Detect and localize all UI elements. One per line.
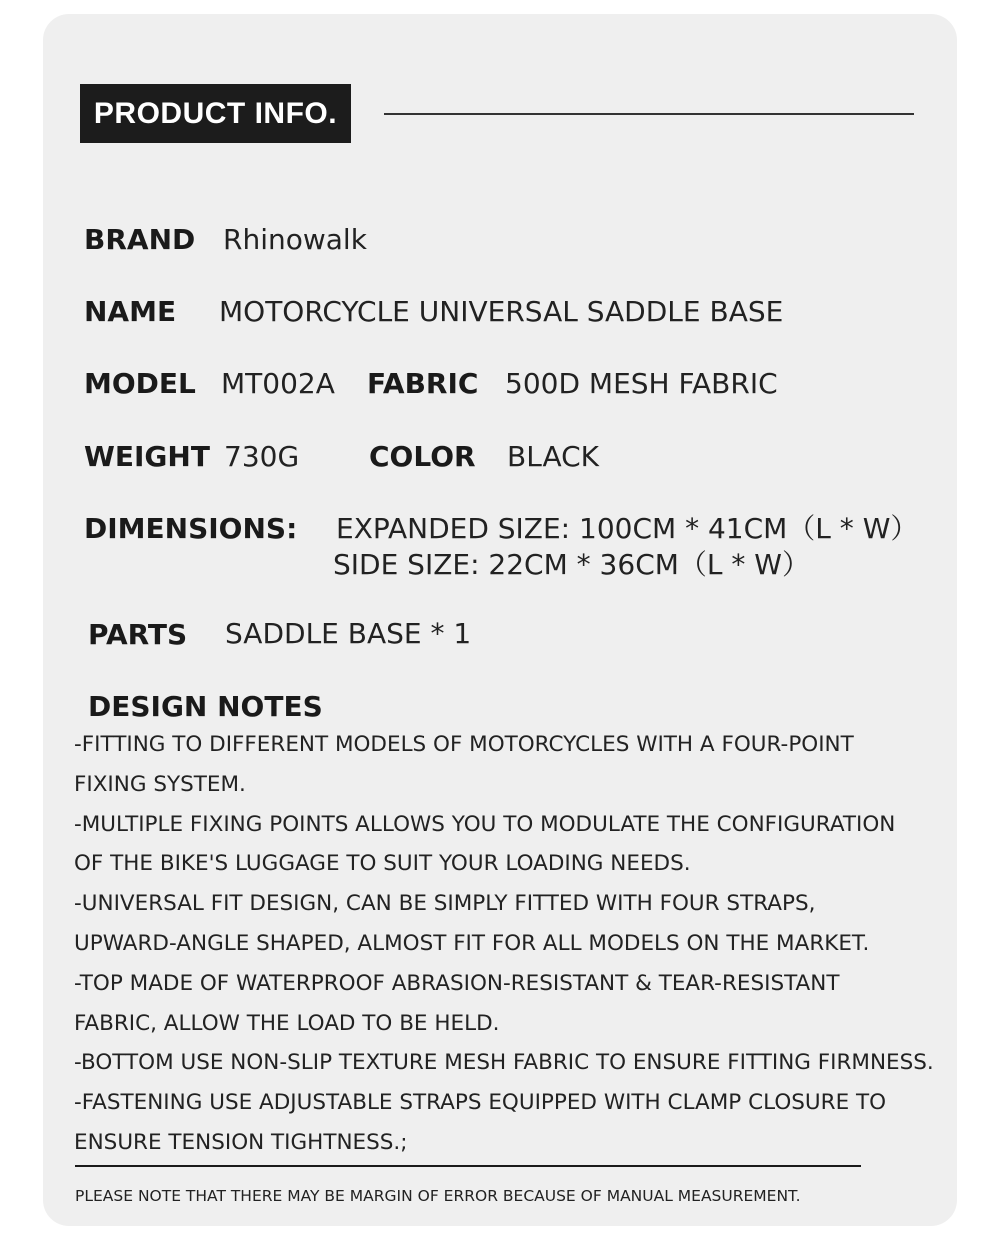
design-note-item: -FASTENING USE ADJUSTABLE STRAPS EQUIPPED WITH CLAMP CLOSURE TO ENSURE TENSION TIGHTNESS.; [74, 1090, 887, 1155]
name-label: NAME [84, 295, 177, 328]
design-note-item: -FITTING TO DIFFERENT MODELS OF MOTORCYCLES WITH A FOUR-POINT FIXING SYSTEM. [74, 732, 854, 797]
page-title: PRODUCT INFO. [80, 84, 351, 143]
measurement-disclaimer: PLEASE NOTE THAT THERE MAY BE MARGIN OF ERROR BECAUSE OF MANUAL MEASUREMENT. [75, 1187, 801, 1205]
model-label: MODEL [84, 367, 196, 400]
dimensions-label: DIMENSIONS: [84, 512, 298, 545]
fabric-label: FABRIC [367, 367, 479, 400]
design-note-item: -UNIVERSAL FIT DESIGN, CAN BE SIMPLY FITTED WITH FOUR STRAPS, UPWARD-ANGLE SHAPED, ALMOST FIT FOR ALL MODELS ON THE MARKET. [74, 891, 870, 956]
design-note-item: -BOTTOM USE NON-SLIP TEXTURE MESH FABRIC TO ENSURE FITTING FIRMNESS. [74, 1050, 934, 1076]
color-label: COLOR [369, 440, 476, 473]
weight-label: WEIGHT [84, 440, 210, 473]
header-divider [384, 113, 914, 115]
design-notes-list [74, 725, 974, 1163]
fabric-value: 500D MESH FABRIC [505, 367, 778, 400]
dimensions-expanded-value: EXPANDED SIZE: 100CM * 41CM（L * W） [336, 512, 919, 545]
name-value: MOTORCYCLE UNIVERSAL SADDLE BASE [219, 295, 784, 328]
brand-value: Rhinowalk [223, 223, 367, 256]
parts-label: PARTS [88, 618, 188, 651]
footer-divider [75, 1165, 861, 1167]
design-notes-title: DESIGN NOTES [88, 690, 323, 723]
design-note-item: -TOP MADE OF WATERPROOF ABRASION-RESISTANT & TEAR-RESISTANT FABRIC, ALLOW THE LOAD TO BE HELD. [74, 970, 840, 1036]
dimensions-side-value: SIDE SIZE: 22CM * 36CM（L * W） [333, 548, 810, 581]
model-value: MT002A [221, 367, 335, 400]
parts-value: SADDLE BASE * 1 [225, 617, 472, 650]
weight-value: 730G [224, 440, 300, 473]
brand-label: BRAND [84, 223, 196, 256]
design-note-item: -MULTIPLE FIXING POINTS ALLOWS YOU TO MODULATE THE CONFIGURATION OF THE BIKE'S LUGGAGE TO SUIT YOUR LOADING NEEDS. [74, 811, 896, 877]
color-value: BLACK [507, 440, 600, 473]
